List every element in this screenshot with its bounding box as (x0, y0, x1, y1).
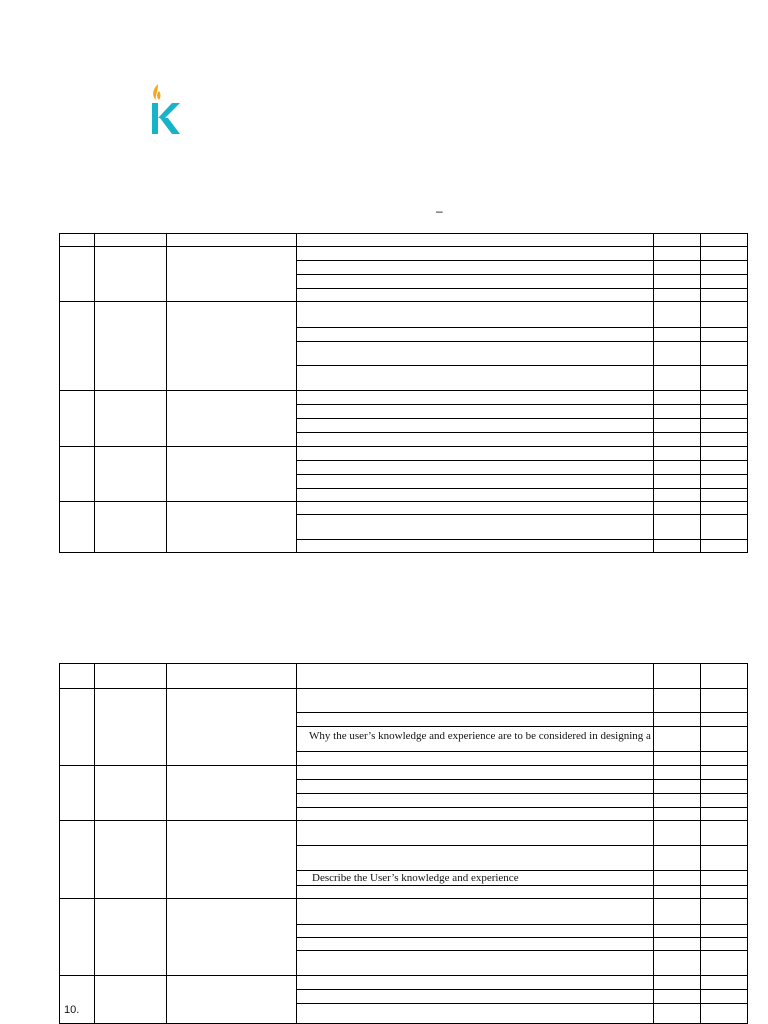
table-header-row (60, 234, 748, 247)
table-header-row (60, 664, 748, 689)
table-row (60, 689, 748, 713)
table-row (60, 976, 748, 990)
table-row (60, 899, 748, 925)
table-row (60, 302, 748, 328)
flame-icon (153, 84, 158, 100)
table-row (60, 447, 748, 461)
row-label-10: 10. (64, 1004, 80, 1016)
table-1 (59, 233, 748, 553)
question-cell: Describe the User’s knowledge and experience (297, 871, 654, 886)
k-stem-icon (152, 103, 158, 134)
table-row (60, 502, 748, 515)
table-2 (59, 663, 748, 1024)
torch-k-logo-icon (146, 82, 186, 138)
title-mark: – (436, 204, 443, 218)
table-row (60, 247, 748, 261)
table-row (60, 391, 748, 405)
question-cell: Why the user’s knowledge and experience are to be considered in designing a (297, 727, 654, 752)
table-row (60, 766, 748, 780)
brand-logo (146, 82, 186, 138)
table-row (60, 821, 748, 846)
